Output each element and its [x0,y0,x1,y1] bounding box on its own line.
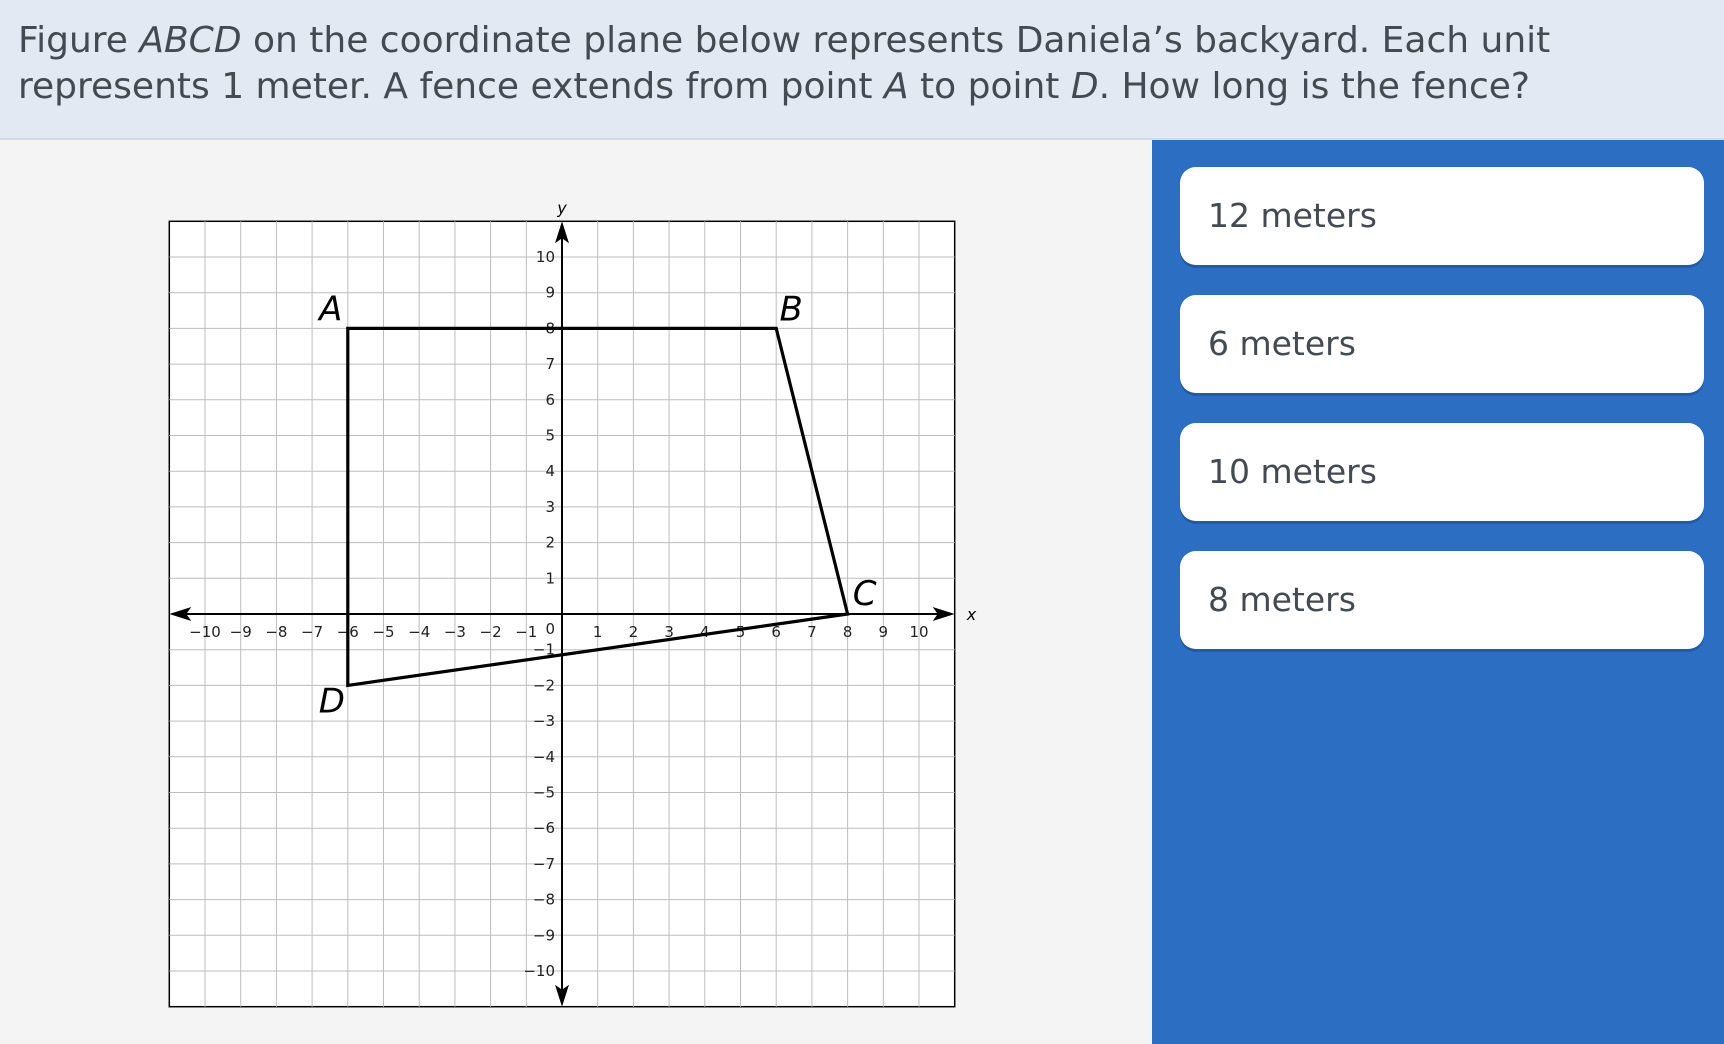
y-tick-label: 9 [545,283,555,302]
y-tick-label: 8 [545,319,555,338]
x-tick-label: 2 [628,623,639,641]
x-tick-label: −10 [189,623,221,641]
vertex-label-d: D [318,681,345,722]
y-tick-label: −3 [532,712,555,731]
x-tick-label: −4 [408,623,431,641]
x-tick-label: 7 [807,623,817,641]
x-tick-label: 6 [771,623,781,641]
answer-option-1-label: 12 meters [1208,196,1377,235]
x-tick-label: 9 [878,623,889,641]
y-tick-label: −2 [532,676,555,695]
x-tick-label: 3 [664,623,674,641]
y-tick-label: 7 [545,355,555,374]
y-tick-label: 10 [535,248,555,266]
graph-pane [0,140,1152,1044]
answer-option-3[interactable] [1180,423,1704,521]
answer-panel [1152,140,1724,1044]
x-tick-label: 10 [909,623,929,641]
y-tick-label: 5 [545,426,555,445]
answer-option-2-label: 6 meters [1208,324,1356,363]
answer-option-4-label: 8 meters [1208,580,1356,619]
x-tick-label: 5 [735,623,746,641]
coordinate-plane [0,140,1152,1044]
question-part-2: on the coordinate plane below represents Daniela’s backyard. Each unit represents 1 meter. A fence extends from point [18,20,1551,107]
y-tick-label: −1 [532,640,555,659]
y-tick-label: 1 [545,569,555,588]
question-part-4: . How long is the fence? [1098,66,1531,107]
x-tick-label: 1 [592,623,603,641]
y-tick-label: 2 [545,533,555,552]
y-tick-label: −5 [532,783,555,802]
question-part-3: to point [908,66,1071,107]
y-tick-label: −10 [523,962,555,980]
x-tick-label: −2 [479,623,502,641]
y-tick-label: −8 [532,890,555,909]
x-axis-label: x [966,605,977,624]
vertex-label-b: B [779,289,803,330]
figure-name: ABCD [139,20,242,61]
point-a-ref: A [883,66,909,107]
answer-option-3-label: 10 meters [1208,452,1377,491]
y-tick-label: −4 [532,747,555,766]
y-axis-label: y [557,198,567,218]
answer-option-1[interactable] [1180,167,1704,265]
origin-label: 0 [545,620,555,638]
x-tick-label: −5 [372,623,395,641]
y-tick-label: −9 [532,926,555,945]
y-tick-label: −6 [532,819,555,838]
x-tick-label: 8 [842,623,853,641]
x-tick-label: −6 [336,623,359,641]
vertex-label-c: C [852,574,877,614]
y-tick-label: −7 [532,854,555,873]
x-tick-label: −3 [443,623,466,641]
x-tick-label: −7 [301,623,324,641]
question-part-1: Figure [18,20,140,61]
question-text [18,18,1678,110]
y-tick-label: 6 [545,390,555,409]
point-d-ref: D [1070,66,1099,107]
question-header [0,0,1724,140]
answer-option-4[interactable] [1180,551,1704,649]
y-tick-label: 4 [545,462,555,481]
x-tick-label: −9 [229,623,252,641]
x-tick-label: −8 [265,623,288,641]
vertex-label-a: A [319,289,343,330]
x-tick-label: 4 [700,623,710,641]
y-tick-label: 3 [545,497,555,516]
answer-option-2[interactable] [1180,295,1704,393]
x-tick-label: −1 [515,623,538,641]
